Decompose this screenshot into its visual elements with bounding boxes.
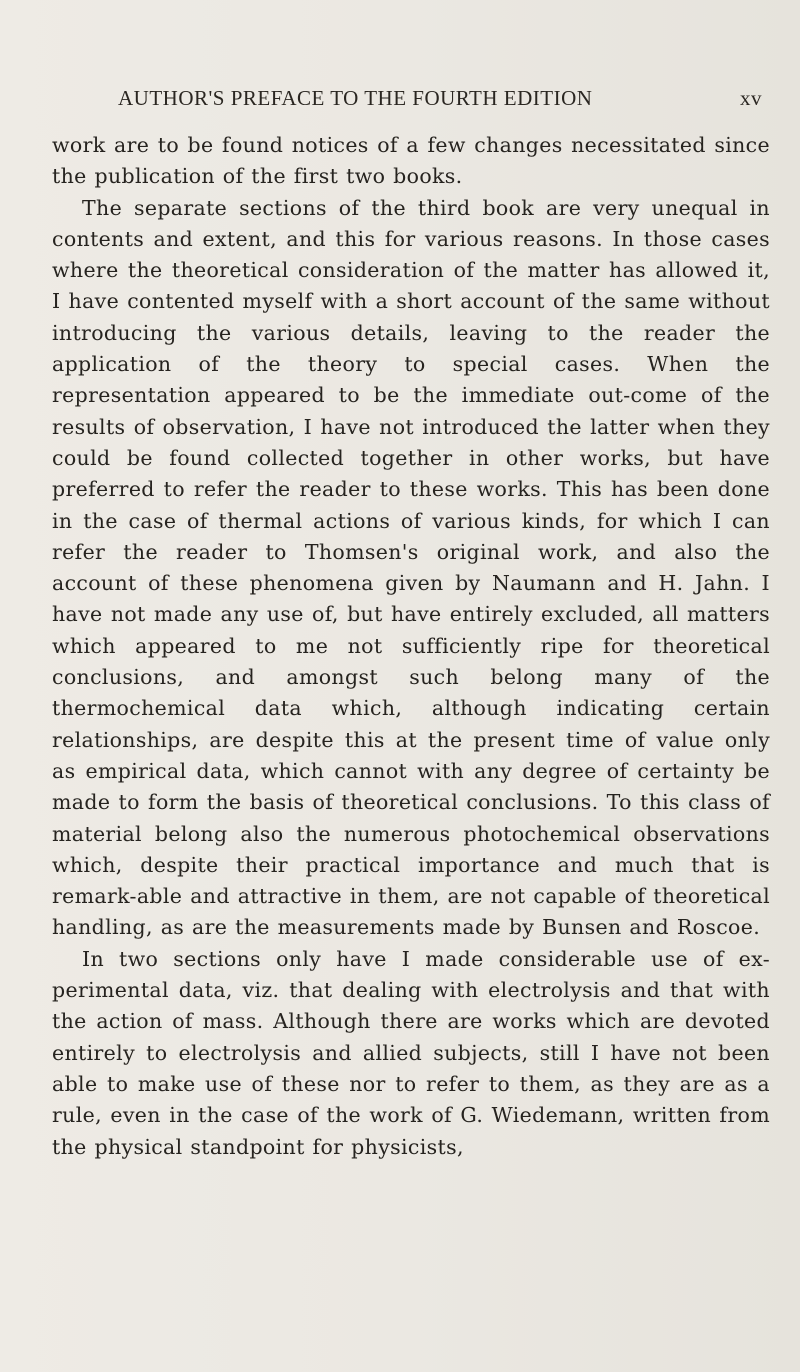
page-number: xv	[740, 86, 762, 110]
running-head	[52, 86, 762, 116]
paragraph-third-book-sections: The separate sections of the third book are very unequal in contents and extent, and this for various reasons. In those cases where the theoretical consideration of the matter has allowed it, I have contented myself with a short account of the same without introducing the various details, leaving to the reader the application of the theory to special cases. When the representation appeared to be the immediate out-come of the results of observation, I have not introduced the latter when they could be found collected together in other works, but have preferred to refer the reader to these works. This has been done in the case of thermal actions of various kinds, for which I can refer the reader to Thomsen's original work, and also the account of these phenomena given by Naumann and H. Jahn. I have not made any use of, but have entirely excluded, all matters which appeared to me not sufficiently ripe for theoretical conclusions, and amongst such belong many of the thermochemical data which, although indicating certain relationships, are despite this at the present time of value only as empirical data, which cannot with any degree of certainty be made to form the basis of theoretical conclusions. To this class of material belong also the numerous photochemical observations which, despite their practical importance and much that is remark-able and attractive in them, are not capable of theoretical handling, as are the measurements made by Bunsen and Roscoe.	[52, 195, 770, 940]
running-head-title: AUTHOR'S PREFACE TO THE FOURTH EDITION	[118, 86, 593, 110]
paragraph-experimental-data: In two sections only have I made considerable use of ex-perimental data, viz. that dealing with electrolysis and that with the action of mass. Although there are works which are devoted entirely to electrolysis and allied subjects, still I have not been able to make use of these nor to refer to them, as they are as a rule, even in the case of the work of G. Wiedemann, written from the physical standpoint for physicists,	[52, 946, 770, 1159]
paragraph-continued: work are to be found notices of a few changes necessitated since the publication of the first two books.	[52, 133, 770, 189]
body-text	[52, 130, 770, 1163]
